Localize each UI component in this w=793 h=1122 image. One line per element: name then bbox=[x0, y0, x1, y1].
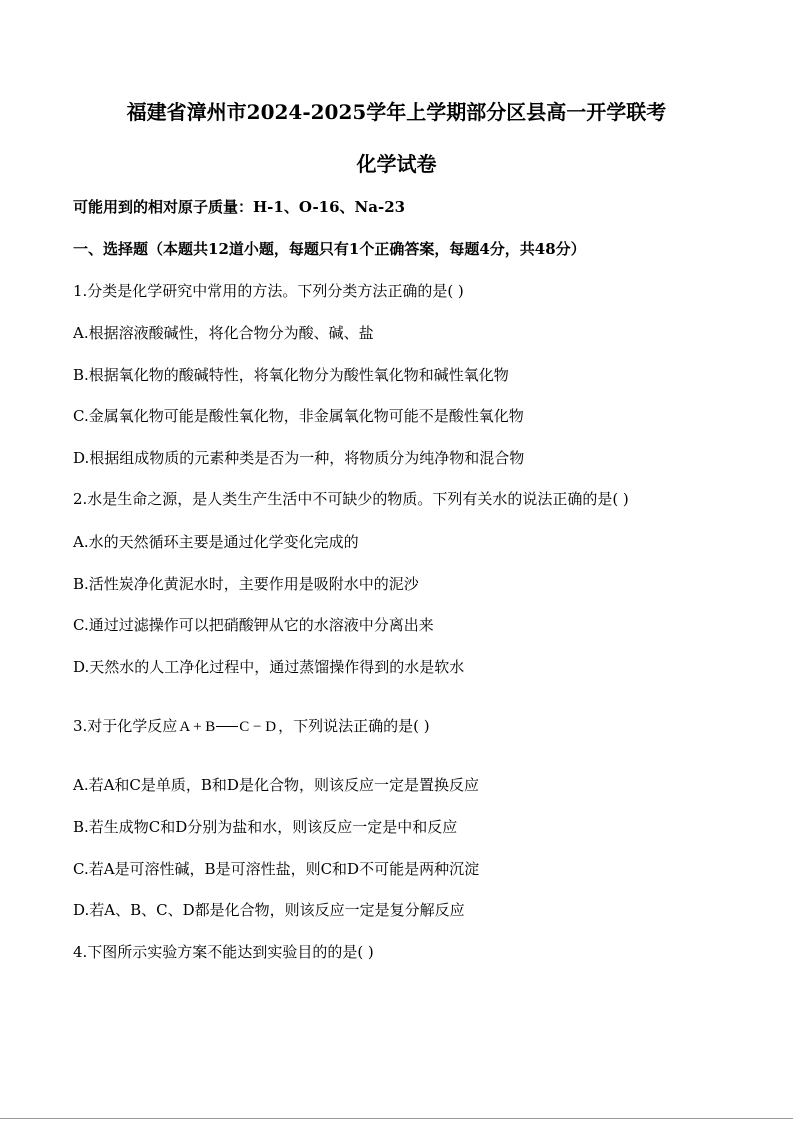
equation-products: C − D bbox=[239, 719, 277, 735]
exam-subtitle: 化学试卷 bbox=[356, 152, 437, 176]
question-1-stem: 1.分类是化学研究中常用的方法。下列分类方法正确的是( ) bbox=[73, 282, 464, 300]
question-2-option-a: A.水的天然循环主要是通过化学变化完成的 bbox=[73, 533, 359, 551]
question-1-option-d: D.根据组成物质的元素种类是否为一种，将物质分为纯净物和混合物 bbox=[73, 449, 525, 467]
question-3-option-a: A.若A和C是单质，B和D是化合物，则该反应一定是置换反应 bbox=[73, 776, 479, 794]
reaction-equation bbox=[179, 719, 276, 736]
question-2-stem: 2.水是生命之源，是人类生产生活中不可缺少的物质。下列有关水的说法正确的是( ) bbox=[73, 490, 629, 508]
question-3-option-b: B.若生成物C和D分别为盐和水，则该反应一定是中和反应 bbox=[73, 818, 458, 836]
page-bottom-divider bbox=[0, 1118, 793, 1119]
question-3-stem bbox=[73, 715, 430, 736]
question-3-stem-suffix: ，下列说法正确的是( ) bbox=[278, 717, 430, 735]
question-3-stem-prefix: 3.对于化学反应 bbox=[73, 717, 178, 735]
question-1-option-c: C.金属氧化物可能是酸性氧化物，非金属氧化物可能不是酸性氧化物 bbox=[73, 407, 524, 425]
question-1-option-b: B.根据氧化物的酸碱特性，将氧化物分为酸性氧化物和碱性氧化物 bbox=[73, 366, 509, 384]
equation-arrow-line bbox=[216, 726, 238, 727]
question-2-option-c: C.通过过滤操作可以把硝酸钾从它的水溶液中分离出来 bbox=[73, 616, 434, 634]
equation-reactants: A + B bbox=[179, 719, 216, 735]
section-heading: 一、选择题（本题共12道小题，每题只有1个正确答案，每题4分，共48分） bbox=[73, 240, 586, 258]
question-4-stem: 4.下图所示实验方案不能达到实验目的的是( ) bbox=[73, 943, 374, 961]
question-2-option-b: B.活性炭净化黄泥水时，主要作用是吸附水中的泥沙 bbox=[73, 575, 419, 593]
question-1-option-a: A.根据溶液酸碱性，将化合物分为酸、碱、盐 bbox=[73, 324, 374, 342]
question-2-option-d: D.天然水的人工净化过程中，通过蒸馏操作得到的水是软水 bbox=[73, 658, 465, 676]
question-3-option-c: C.若A是可溶性碱，B是可溶性盐，则C和D不可能是两种沉淀 bbox=[73, 860, 480, 878]
exam-title: 福建省漳州市2024-2025学年上学期部分区县高一开学联考 bbox=[126, 100, 667, 124]
question-3-option-d: D.若A、B、C、D都是化合物，则该反应一定是复分解反应 bbox=[73, 901, 465, 919]
atomic-masses-note: 可能用到的相对原子质量：H-1、O-16、Na-23 bbox=[73, 198, 406, 216]
